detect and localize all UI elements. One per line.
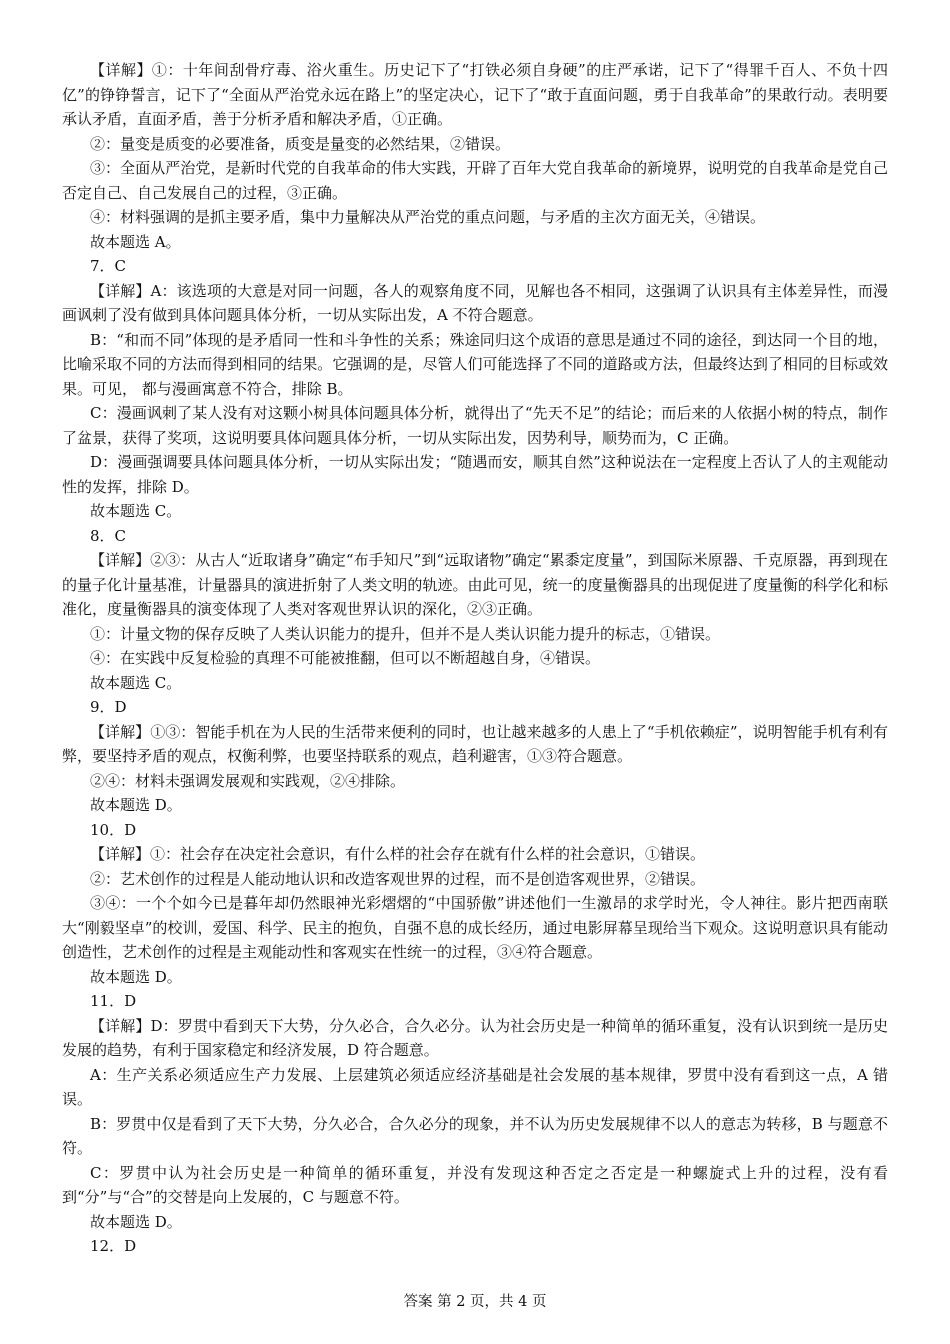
- paragraph: 【详解】A：该选项的大意是对同一问题，各人的观察角度不同，见解也各不相同，这强调了认识具有主体差异性，而漫画讽刺了没有做到具体问题具体分析，一切从实际出发，A 不符合题意。: [62, 281, 888, 324]
- answer-number: 8．C: [90, 526, 127, 545]
- paragraph: ④：材料强调的是抓主要矛盾，集中力量解决从严治党的重点问题，与矛盾的主次方面无关，④错误。: [90, 208, 766, 226]
- conclusion: 故本题选 D。: [90, 1212, 182, 1231]
- paragraph: ①：计量文物的保存反映了人类认识能力的提升，但并不是人类认识能力提升的标志，①错误。: [90, 624, 721, 643]
- answer-number: 11．D: [90, 992, 137, 1010]
- paragraph: ③④：一个个如今已是暮年却仍然眼神光彩熠熠的“中国骄傲”讲述他们一生激昂的求学时光，令人神往。影片把西南联大“刚毅坚卓”的校训，爱国、科学、民主的抱负，自强不息的成长经历，通过电影屏幕呈现给当下观众。这说明意识具有能动创造性，艺术创作的过程是主观能动性和客观实在性统一的过程，③④符合题意。: [62, 894, 888, 961]
- conclusion: 故本题选 D。: [90, 796, 182, 814]
- paragraph: ④：在实践中反复检验的真理不可能被推翻，但可以不断超越自身，④错误。: [90, 649, 601, 667]
- paragraph: B：“和而不同”体现的是矛盾同一性和斗争性的关系；殊途同归这个成语的意思是通过不同的途径，到达同一个目的地，比喻采取不同的方法而得到相同的结果。它强调的是，尽管人们可能选择了不同的道路或方法，但最终达到了相同的目标或效果。可见， 都与漫画寓意不符合，排除 B。: [62, 330, 888, 398]
- paragraph: D：漫画强调要具体问题具体分析，一切从实际出发；“随遇而安，顺其自然”这种说法在一定程度上否认了人的主观能动性的发挥，排除 D。: [62, 453, 888, 496]
- paragraph: ②④：材料未强调发展观和实践观，②④排除。: [90, 771, 406, 790]
- paragraph: C：漫画讽刺了某人没有对这颗小树具体问题具体分析，就得出了“先天不足”的结论；而后来的人依据小树的特点，制作了盆景，获得了奖项，这说明要具体问题具体分析，一切从实际出发，因势利导，顺势而为，C 正确。: [62, 404, 888, 447]
- conclusion: 故本题选 A。: [90, 232, 181, 251]
- paragraph: 【详解】①③：智能手机在为人民的生活带来便利的同时，也让越来越多的人患上了“手机依赖症”，说明智能手机有利有弊，要坚持矛盾的观点，权衡利弊，也要坚持联系的观点，趋利避害，①③符合题意。: [62, 722, 888, 765]
- answer-number: 7．C: [90, 257, 127, 275]
- paragraph: A：生产关系必须适应生产力发展、上层建筑必须适应经济基础是社会发展的基本规律，罗贯中没有看到这一点，A 错误。: [62, 1065, 888, 1108]
- paragraph: ②：量变是质变的必要准备，质变是量变的必然结果，②错误。: [90, 134, 511, 153]
- paragraph: B：罗贯中仅是看到了天下大势，分久必合，合久必分的现象，并不认为历史发展规律不以人的意志为转移，B 与题意不符。: [62, 1114, 888, 1157]
- answer-number: 12．D: [90, 1237, 137, 1255]
- answer-content: [62, 58, 888, 1259]
- conclusion: 故本题选 D。: [90, 967, 182, 986]
- paragraph: ②：艺术创作的过程是人能动地认识和改造客观世界的过程，而不是创造客观世界，②错误。: [90, 869, 706, 888]
- paragraph: ③：全面从严治党，是新时代党的自我革命的伟大实践，开辟了百年大党自我革命的新境界，说明党的自我革命是党自己否定自己、自己发展自己的过程，③正确。: [62, 159, 888, 202]
- paragraph: 【详解】D：罗贯中看到天下大势，分久必合，合久必分。认为社会历史是一种简单的循环重复，没有认识到统一是历史发展的趋势，有利于国家稳定和经济发展，D 符合题意。: [62, 1016, 888, 1059]
- paragraph: C：罗贯中认为社会历史是一种简单的循环重复，并没有发现这种否定之否定是一种螺旋式上升的过程，没有看到“分”与“合”的交替是向上发展的，C 与题意不符。: [62, 1163, 888, 1206]
- conclusion: 故本题选 C。: [90, 502, 182, 520]
- answer-number: 9．D: [90, 698, 127, 716]
- conclusion: 故本题选 C。: [90, 673, 182, 692]
- paragraph: 【详解】①：社会存在决定社会意识，有什么样的社会存在就有什么样的社会意识，①错误。: [90, 845, 706, 863]
- paragraph: 【详解】②③：从古人“近取诸身”确定“布手知尺”到“远取诸物”确定“累黍定度量”，到国际米原器、千克原器，再到现在的量子化计量基准，计量器具的演进折射了人类文明的轨迹。由此可见，统一的度量衡器具的出现促进了度量衡的科学化和标准化，度量衡器具的演变体现了人类对客观世界认识的深化，②③正确。: [62, 551, 888, 618]
- page-footer: 答案 第 2 页，共 4 页: [403, 1294, 547, 1310]
- answer-number: 10．D: [90, 820, 137, 839]
- paragraph: 【详解】①：十年间刮骨疗毒、浴火重生。历史记下了“打铁必须自身硬”的庄严承诺，记下了“得罪千百人、不负十四亿”的铮铮誓言，记下了“全面从严治党永远在路上”的坚定决心，记下了“敢于直面问题，勇于自我革命”的果敢行动。表明要承认矛盾，直面矛盾，善于分析矛盾和解决矛盾，①正确。: [62, 61, 888, 128]
